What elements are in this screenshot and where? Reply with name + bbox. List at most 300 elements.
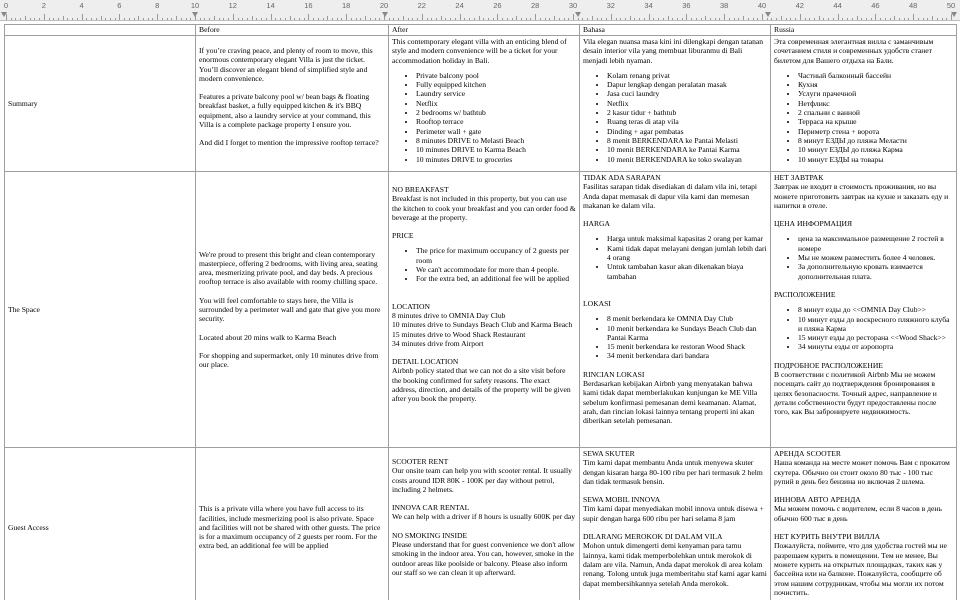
ruler-number: 6: [117, 1, 122, 10]
list-item: • Fully equipped kitchen: [416, 80, 576, 89]
ruler-tick: [77, 18, 78, 20]
list-item: • Harga untuk maksimal kapasitas 2 orang per kamar: [607, 234, 767, 243]
ruler-tick: [119, 14, 120, 20]
list-item: • 10 минут езды до воскресного пляжного клуба и пляжа Карма: [798, 315, 953, 334]
space-before-cell[interactable]: [196, 172, 389, 448]
list-item: • Dapur lengkap dengan peralatan masak: [607, 80, 767, 89]
ruler-tick: [280, 18, 281, 20]
column-marker[interactable]: [575, 12, 581, 17]
ruler-tick: [370, 18, 371, 20]
ruler-tick: [649, 14, 650, 20]
ruler-tick: [823, 18, 824, 20]
ruler-tick: [663, 18, 664, 20]
section-heading: LOCATION: [392, 301, 430, 311]
ruler-tick: [658, 18, 659, 20]
ruler-tick: [573, 14, 574, 20]
ruler-number: 12: [228, 1, 237, 10]
paragraph: And did I forget to mention the impressive rooftop terrace?: [199, 138, 379, 148]
access-after-cell[interactable]: [389, 448, 580, 600]
ruler-tick: [398, 18, 399, 20]
ruler-tick: [408, 18, 409, 20]
ruler-tick: [233, 14, 234, 20]
ruler-tick: [313, 18, 314, 20]
ruler-tick: [918, 18, 919, 20]
ruler-tick: [611, 14, 612, 20]
access-before-cell[interactable]: [196, 448, 389, 600]
ruler-tick: [620, 18, 621, 20]
ruler-tick: [582, 18, 583, 20]
list-item: • Untuk tambahan kasur akan dikenakan biaya tambahan: [607, 262, 767, 281]
ruler-tick: [653, 18, 654, 20]
ruler-number: 26: [493, 1, 502, 10]
ruler-tick: [143, 18, 144, 20]
ruler-tick: [923, 18, 924, 20]
section-heading: ПОДРОБНОЕ РАСПОЛОЖЕНИЕ: [774, 360, 883, 370]
ruler-tick: [67, 18, 68, 20]
ruler-tick: [323, 18, 324, 20]
ruler-tick: [540, 18, 541, 20]
paragraph: Breakfast is not included in this property, but you can use the kitchen to cook your breakfast and you can order food & beverage at the property.: [392, 194, 576, 222]
ruler-tick: [587, 18, 588, 20]
ruler-tick: [819, 16, 820, 20]
list-item: • Dinding + agar pembatas: [607, 127, 767, 136]
comparison-table: [4, 24, 957, 600]
paragraph: Vila elegan nuansa masa kini ini dilengkapi dengan tatanan desain interior vila yang membuat liburanmu di Bali menjadi lebih nyaman.: [583, 37, 764, 65]
ruler-tick: [39, 18, 40, 20]
ruler-tick: [223, 18, 224, 20]
ruler-tick: [771, 18, 772, 20]
ruler-number: 28: [531, 1, 540, 10]
location-line: 34 minutes drive from Airport: [392, 338, 484, 348]
location-line: 8 minutes drive to OMNIA Day Club: [392, 310, 506, 320]
list-item: • 10 minutes DRIVE to Karma Beach: [416, 145, 576, 154]
price-list: [583, 234, 767, 280]
ruler-tick: [729, 18, 730, 20]
list-item: • 34 menit berkendara dari bandara: [607, 351, 767, 360]
list-item: • цена за максимальное размещение 2 гостей в номере: [798, 234, 953, 253]
ruler-tick: [290, 16, 291, 20]
ruler-tick: [171, 18, 172, 20]
amenity-list: [392, 71, 576, 164]
ruler-tick: [932, 16, 933, 20]
ruler-tick: [96, 18, 97, 20]
ruler-tick: [526, 18, 527, 20]
ruler-tick: [190, 18, 191, 20]
ruler-tick: [11, 18, 12, 20]
paragraph: We're proud to present this bright and clean contemporary masterpiece, offering 2 bedrooms, with living area, seating area, mesmerizing private pool, and day beds. A precious rooftop terrace is also available with roomy chilling space.: [199, 249, 378, 287]
ruler-tick: [767, 18, 768, 20]
list-item: • 8 минут ЕЗДЫ до пляжа Меласти: [798, 136, 953, 145]
ruler-tick: [327, 16, 328, 20]
ruler-tick: [578, 18, 579, 20]
ruler-tick: [247, 18, 248, 20]
ruler-tick: [875, 14, 876, 20]
column-marker[interactable]: [951, 12, 957, 17]
ruler-tick: [332, 18, 333, 20]
ruler-number: 4: [79, 1, 84, 10]
list-item: • 10 menit berkendara ke Sundays Beach Club dan Pantai Karma: [607, 324, 767, 343]
list-item: • Kami tidak dapat melayani dengan jumlah lebih dari 4 orang: [607, 244, 767, 263]
list-item: • Netflix: [607, 99, 767, 108]
ruler-tick: [838, 14, 839, 20]
ruler-tick: [129, 18, 130, 20]
section-heading: АРЕНДА SCOOTER: [774, 449, 841, 458]
ruler-tick: [564, 18, 565, 20]
section-heading: SEWA SKUTER: [583, 449, 635, 458]
header-after: After: [389, 25, 580, 36]
paragraph: В соответствии с политикой Airbnb Мы не можем посещать сайт до подтверждения бронирования в целях безопасности. Точный адрес, направление и детали собственности будут предоставлены после того, как Вы забронируете недвижимость.: [774, 370, 937, 417]
list-item: • We can't accommodate for more than 4 people.: [416, 265, 576, 274]
summary-after-cell[interactable]: [389, 36, 580, 172]
column-marker[interactable]: [382, 12, 388, 17]
ruler-tick: [346, 14, 347, 20]
ruler-tick: [412, 18, 413, 20]
list-item: • 8 минут езды до <<OMNIA Day Club>>: [798, 305, 953, 314]
ruler-tick: [337, 18, 338, 20]
ruler-tick: [719, 18, 720, 20]
ruler-tick: [86, 18, 87, 20]
ruler-tick: [554, 16, 555, 20]
ruler-tick: [757, 18, 758, 20]
ruler-tick: [256, 18, 257, 20]
ruler-number: 10: [190, 1, 200, 10]
ruler-number: 20: [379, 1, 389, 10]
paragraph: Our onsite team can help you with scooter rental. It usually costs around IDR 80K - 100K per day without petrol, including 2 helmets.: [392, 466, 572, 494]
ruler-tick: [275, 18, 276, 20]
ruler-tick: [762, 14, 763, 20]
ruler-tick: [219, 18, 220, 20]
ruler-tick: [304, 18, 305, 20]
ruler-tick: [677, 18, 678, 20]
ruler-tick: [809, 18, 810, 20]
section-heading: RINCIAN LOKASI: [583, 369, 645, 379]
list-item: • За дополнительную кровать взимается дополнительная плата.: [798, 262, 953, 281]
paragraph: Tim kami dapat membantu Anda untuk menyewa skuter dengan kisaran harga 80-100 ribu per hari termasuk 2 helm dan tidak termasuk bensin.: [583, 458, 763, 486]
paragraph: For shopping and supermarket, only 10 minutes drive from our place.: [199, 350, 379, 370]
row-label-summary: [5, 36, 196, 172]
ruler-tick: [871, 18, 872, 20]
ruler-tick: [743, 16, 744, 20]
list-item: • Кухня: [798, 80, 953, 89]
list-item: • 10 minutes DRIVE to groceries: [416, 155, 576, 164]
ruler-tick: [748, 18, 749, 20]
ruler-tick: [861, 18, 862, 20]
ruler-tick: [606, 18, 607, 20]
ruler-tick: [308, 14, 309, 20]
ruler-tick: [592, 16, 593, 20]
ruler-number: 18: [342, 1, 351, 10]
ruler-tick: [318, 18, 319, 20]
section-heading: DILARANG MEROKOK DI DALAM VILA: [583, 532, 723, 542]
ruler-tick: [691, 18, 692, 20]
ruler-tick: [261, 18, 262, 20]
ruler-tick: [805, 18, 806, 20]
header-russia: Russia: [771, 25, 957, 36]
ruler-tick: [58, 18, 59, 20]
ruler-tick: [634, 18, 635, 20]
paragraph: You will feel comfortable to stays here, the Villa is surrounded by a perimeter wall and gate that give you more security.: [199, 295, 381, 324]
paragraph: Мы можем помочь с водителем, если 8 часов в день обычно 600 тыс в день: [774, 504, 942, 523]
paragraph: Berdasarkan kebijakan Airbnb yang menyatakan bahwa kami tidak dapat memberlakukan kunjungan ke ME Villa sebelum konfirmasi pemesanan demi keamanan. Alamat, arah, dan rincian lokasi lainnya tentang properti ini akan diberikan setelah pemesanan.: [583, 379, 758, 426]
ruler-number: 32: [606, 1, 615, 10]
list-item: • Услуги прачечной: [798, 89, 953, 98]
ruler-tick: [616, 18, 617, 20]
header-bahasa: Bahasa: [580, 25, 771, 36]
ruler-tick: [894, 16, 895, 20]
ruler-tick: [134, 18, 135, 20]
list-item: • 8 menit BERKENDARA ke Pantai Melasti: [607, 136, 767, 145]
list-item: • Нетфликс: [798, 99, 953, 108]
section-heading: LOKASI: [583, 298, 611, 308]
location-list: [774, 305, 953, 351]
paragraph: We can help with a driver if 8 hours is usually 600K per day: [392, 512, 576, 522]
ruler-tick: [238, 18, 239, 20]
ruler-number: 30: [568, 1, 578, 10]
ruler-tick: [360, 18, 361, 20]
ruler-tick: [455, 18, 456, 20]
section-heading: NO SMOKING INSIDE: [392, 530, 468, 540]
ruler-tick: [644, 18, 645, 20]
ruler-tick: [91, 18, 92, 20]
column-marker[interactable]: [1, 12, 7, 17]
ruler-number: 50: [946, 1, 956, 10]
price-list: [392, 246, 576, 283]
header-empty: [5, 25, 196, 36]
document-page: [0, 22, 960, 600]
paragraph: This contemporary elegant villa with an enticing blend of style and modern convenience will be a ticket for your accommodation holiday in Bali.: [392, 37, 567, 65]
list-item: • The price for maximum occupancy of 2 guests per room: [416, 246, 576, 265]
paragraph: Airbnb policy stated that we can not do a site visit before the booking confirmed for safety reasons. The exact address, direction, and details of the property will be given after you book the property.: [392, 366, 571, 404]
list-item: • Kolam renang privat: [607, 71, 767, 80]
section-heading: ИННОВА АВТО АРЕНДА: [774, 495, 861, 505]
list-item: • Мы не можем разместить более 4 человек.: [798, 253, 953, 262]
paragraph: Завтрак не входит в стоимость проживания, но вы можете приготовить завтрак на кухне и заказать еду и напитки в отеле.: [774, 182, 949, 210]
ruler-tick: [549, 18, 550, 20]
location-list: [583, 314, 767, 360]
amenity-list: [774, 71, 953, 164]
ruler-number: 46: [871, 1, 880, 10]
column-marker[interactable]: [765, 12, 771, 17]
ruler-tick: [946, 18, 947, 20]
ruler-number: 0: [3, 1, 9, 10]
ruler-tick: [460, 14, 461, 20]
ruler-tick: [186, 18, 187, 20]
access-russia-cell[interactable]: [771, 448, 957, 600]
row-label-text: The Space: [8, 304, 40, 314]
ruler-tick: [847, 18, 848, 20]
ruler-tick: [738, 18, 739, 20]
section-heading: TIDAK ADA SARAPAN: [583, 173, 661, 182]
ruler-number: 16: [304, 1, 313, 10]
ruler-tick: [464, 18, 465, 20]
location-line: 15 minutes drive to Wood Shack Restaurant: [392, 329, 526, 339]
ruler-tick: [162, 18, 163, 20]
ruler-number: 2: [41, 1, 46, 10]
ruler-tick: [299, 18, 300, 20]
ruler-tick: [15, 18, 16, 20]
ruler-number: 38: [720, 1, 729, 10]
ruler-tick: [753, 18, 754, 20]
ruler-tick: [294, 18, 295, 20]
paragraph: Located about 20 mins walk to Karma Beach: [199, 332, 337, 342]
space-bahasa-cell[interactable]: [580, 172, 771, 448]
list-item: • 34 минуты езды от аэропорта: [798, 342, 953, 351]
list-item: • Rooftop terrace: [416, 117, 576, 126]
ruler-tick: [445, 18, 446, 20]
paragraph: Наша команда на месте может помочь Вам с прокатом скутера. Обычно он стоит около 80 тыс - 100 тыс рупий в день без бензина но включая 2 шлема.: [774, 458, 950, 486]
ruler-tick: [483, 18, 484, 20]
ruler-tick: [450, 18, 451, 20]
list-item: • Терраса на крыше: [798, 117, 953, 126]
ruler-tick: [30, 18, 31, 20]
section-heading: HARGA: [583, 219, 611, 229]
ruler-tick: [530, 18, 531, 20]
ruler-number: 42: [795, 1, 804, 10]
row-label-space: [5, 172, 196, 448]
summary-russia-cell[interactable]: [771, 36, 957, 172]
list-item: • 15 минут езды до ресторана <<Wood Shack>>: [798, 333, 953, 342]
ruler-tick: [890, 18, 891, 20]
ruler-tick: [597, 18, 598, 20]
ruler-tick: [696, 18, 697, 20]
ruler-tick: [942, 18, 943, 20]
ruler-tick: [913, 14, 914, 20]
ruler-tick: [200, 18, 201, 20]
section-heading: PRICE: [392, 231, 414, 241]
ruler-tick: [417, 18, 418, 20]
list-item: • Ruang teras di atap vila: [607, 117, 767, 126]
ruler-tick: [474, 18, 475, 20]
ruler-tick: [167, 18, 168, 20]
ruler-tick: [115, 18, 116, 20]
space-after-cell[interactable]: [389, 172, 580, 448]
list-item: • 15 menit berkendara ke restoran Wood Shack: [607, 342, 767, 351]
section-heading: ЦЕНА ИНФОРМАЦИЯ: [774, 219, 853, 229]
ruler-tick: [493, 18, 494, 20]
ruler-tick: [176, 16, 177, 20]
amenity-list: [583, 71, 767, 164]
ruler-tick: [82, 14, 83, 20]
ruler-tick: [49, 18, 50, 20]
ruler-tick: [488, 18, 489, 20]
paragraph: If you’re craving peace, and plenty of room to move, this enormous contemporary elegant Villa is just the ticket. You’ll discover an elegant blend of simplified style and modern convenience.: [199, 46, 373, 83]
list-item: • Jasa cuci laundry: [607, 89, 767, 98]
ruler-tick: [497, 14, 498, 20]
access-bahasa-cell[interactable]: [580, 448, 771, 600]
ruler-tick: [351, 18, 352, 20]
list-item: • Частный балконный бассейн: [798, 71, 953, 80]
ruler-number: 48: [909, 1, 918, 10]
ruler-tick: [512, 18, 513, 20]
ruler-tick: [885, 18, 886, 20]
section-heading: SCOOTER RENT: [392, 457, 449, 466]
list-item: • 10 menit BERKENDARA ke toko swalayan: [607, 155, 767, 164]
ruler-tick: [857, 16, 858, 20]
list-item: • Периметр стена + ворота: [798, 127, 953, 136]
section-heading: NO BREAKFAST: [392, 185, 449, 194]
list-item: • Laundry service: [416, 89, 576, 98]
ruler-tick: [705, 16, 706, 20]
paragraph: Fasilitas sarapan tidak disediakan di dalam vila ini, tetapi Anda dapat memasak di dapur vila kami dan memesan makanan ke dalam vila.: [583, 182, 757, 210]
ruler-tick: [389, 18, 390, 20]
ruler-number: 36: [682, 1, 691, 10]
ruler-number: 22: [417, 1, 426, 10]
location-line: 10 minutes drive to Sundays Beach Club and Karma Beach: [392, 320, 573, 330]
paragraph: This is a private villa where you have full access to its facilities, include mesmerizing pool is also private. Space and facilities will not be shared with other guests. The price is for a maximum occupancy of 2 guests per room. For the extra bed, an additional fee will be applied: [199, 504, 381, 551]
section-heading: INNOVA CAR RENTAL: [392, 503, 470, 513]
section-heading: SEWA MOBIL INNOVA: [583, 495, 661, 505]
ruler-number: 44: [833, 1, 842, 10]
column-marker[interactable]: [192, 12, 198, 17]
ruler-tick: [181, 18, 182, 20]
list-item: • Netflix: [416, 99, 576, 108]
ruler-tick: [701, 18, 702, 20]
ruler-tick: [72, 18, 73, 20]
paragraph: Features a private balcony pool w/ bean bags & floating breakfast basket, a fully equipped kitchen & it's BBQ equipment, also a laundry service at your command, this Villa is a complete package property I ensure you.: [199, 92, 371, 130]
list-item: • 2 bedrooms w/ bathtub: [416, 108, 576, 117]
ruler-tick: [152, 18, 153, 20]
ruler-tick: [672, 18, 673, 20]
ruler-tick: [630, 16, 631, 20]
ruler-tick: [393, 18, 394, 20]
ruler-number: 14: [266, 1, 275, 10]
ruler-number: 24: [455, 1, 464, 10]
list-item: • Perimeter wall + gate: [416, 127, 576, 136]
ruler-tick: [148, 18, 149, 20]
ruler-tick: [880, 18, 881, 20]
list-item: • 8 minutes DRIVE to Melasti Beach: [416, 136, 576, 145]
ruler-tick: [138, 16, 139, 20]
ruler-tick: [516, 16, 517, 20]
ruler-tick: [852, 18, 853, 20]
ruler-tick: [422, 14, 423, 20]
location-lines: [392, 311, 576, 348]
section-heading: РАСПОЛОЖЕНИЕ: [774, 289, 836, 299]
summary-bahasa-cell[interactable]: [580, 36, 771, 172]
horizontal-ruler[interactable]: [0, 0, 960, 21]
ruler-tick: [53, 18, 54, 20]
ruler-tick: [266, 18, 267, 20]
ruler-tick: [776, 18, 777, 20]
row-label-text: Summary: [8, 98, 38, 108]
ruler-tick: [228, 18, 229, 20]
ruler-tick: [124, 18, 125, 20]
ruler-tick: [252, 16, 253, 20]
ruler-tick: [521, 18, 522, 20]
ruler-tick: [833, 18, 834, 20]
ruler-tick: [441, 16, 442, 20]
ruler-tick: [214, 16, 215, 20]
space-russia-cell[interactable]: [771, 172, 957, 448]
ruler-tick: [341, 18, 342, 20]
list-item: • 2 kasur tidur + bathtub: [607, 108, 767, 117]
ruler-tick: [828, 18, 829, 20]
ruler-tick: [356, 18, 357, 20]
list-item: • For the extra bed, an additional fee will be applied: [416, 274, 576, 283]
ruler-tick: [724, 14, 725, 20]
summary-before-cell[interactable]: [196, 36, 389, 172]
ruler-tick: [271, 14, 272, 20]
ruler-tick: [479, 16, 480, 20]
list-item: • 8 menit berkendara ke OMNIA Day Club: [607, 314, 767, 323]
ruler-tick: [866, 18, 867, 20]
ruler-tick: [899, 18, 900, 20]
list-item: • 10 минут ЕЗДЫ до пляжа Карма: [798, 145, 953, 154]
ruler-number: 8: [155, 1, 160, 10]
ruler-tick: [285, 18, 286, 20]
ruler-number: 34: [644, 1, 653, 10]
paragraph: Пожалуйста, поймите, что для удобства гостей мы не разрешаем курить в помещении. Тем не менее, Вы можете курить на открытых площадках, таких как у бассейна или на балконе. Пожалуйста, сообщите об этом нашим сотрудникам, чтобы мы могли их потом почистить.: [774, 541, 947, 597]
